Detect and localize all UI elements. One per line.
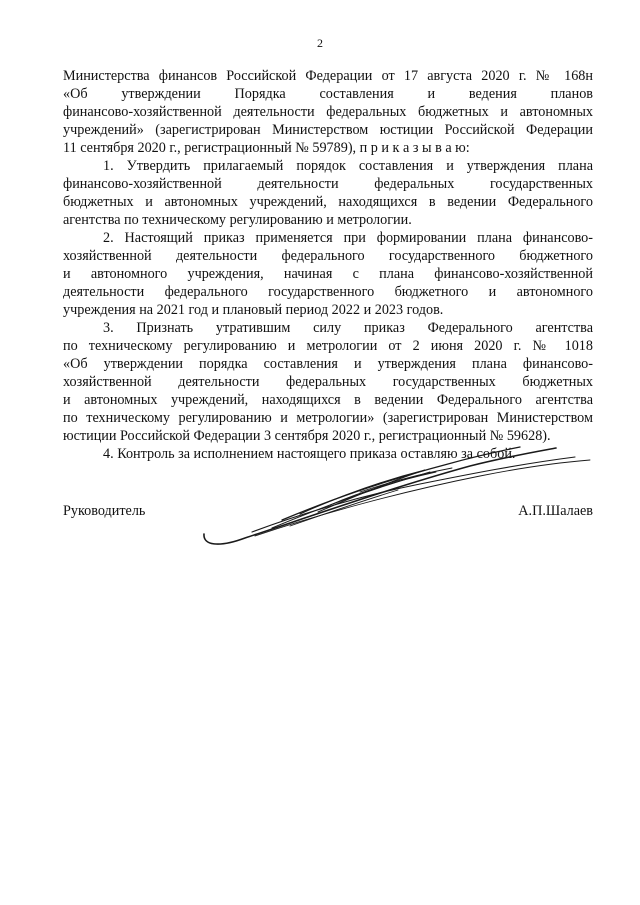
- text-line: Министерства финансов Российской Федерации от 17 августа 2020 г. № 168н: [63, 68, 593, 84]
- text-line: учреждения на 2021 год и плановый период 2022 и 2023 годов.: [63, 302, 444, 318]
- text-line: финансово-хозяйственной деятельности федеральных бюджетных и автономных: [63, 104, 593, 120]
- text-line: учреждений» (зарегистрирован Министерством юстиции Российской Федерации: [63, 122, 593, 138]
- text-line: «Об утверждении порядка составления и утверждения плана финансово-: [63, 356, 593, 372]
- signatory-name: А.П.Шалаев: [518, 503, 593, 519]
- text-line: деятельности федерального государственного бюджетного и автономного: [63, 284, 593, 300]
- text-line: финансово-хозяйственной деятельности федеральных государственных: [63, 176, 593, 192]
- text-line: юстиции Российской Федерации 3 сентября 2020 г., регистрационный № 59628).: [63, 428, 551, 444]
- text-line: 11 сентября 2020 г., регистрационный № 59789), п р и к а з ы в а ю:: [63, 140, 470, 156]
- paragraph-4-start: 4. Контроль за исполнением настоящего приказа оставляю за собой.: [103, 446, 516, 462]
- text-line: бюджетных и автономных учреждений, находящихся в ведении Федерального: [63, 194, 593, 210]
- paragraph-3-start: 3. Признать утратившим силу приказ Федерального агентства: [103, 320, 593, 336]
- signatory-title: Руководитель: [63, 503, 146, 519]
- paragraph-1-start: 1. Утвердить прилагаемый порядок составления и утверждения плана: [103, 158, 593, 174]
- text-line: и автономного учреждения, начиная с плана финансово-хозяйственной: [63, 266, 593, 282]
- text-line: и автономных учреждений, находящихся в ведении Федерального агентства: [63, 392, 593, 408]
- text-line: «Об утверждении Порядка составления и ведения планов: [63, 86, 593, 102]
- text-line: хозяйственной деятельности федеральных государственных бюджетных: [63, 374, 593, 390]
- paragraph-2-start: 2. Настоящий приказ применяется при формировании плана финансово-: [103, 230, 593, 246]
- page-number: 2: [317, 36, 323, 50]
- text-line: по техническому регулированию и метрологии от 2 июня 2020 г. № 1018: [63, 338, 593, 354]
- text-line: хозяйственной деятельности федерального государственного бюджетного: [63, 248, 593, 264]
- text-line: по техническому регулированию и метрологии» (зарегистрирован Министерством: [63, 410, 593, 426]
- text-line: агентства по техническому регулированию и метрологии.: [63, 212, 412, 228]
